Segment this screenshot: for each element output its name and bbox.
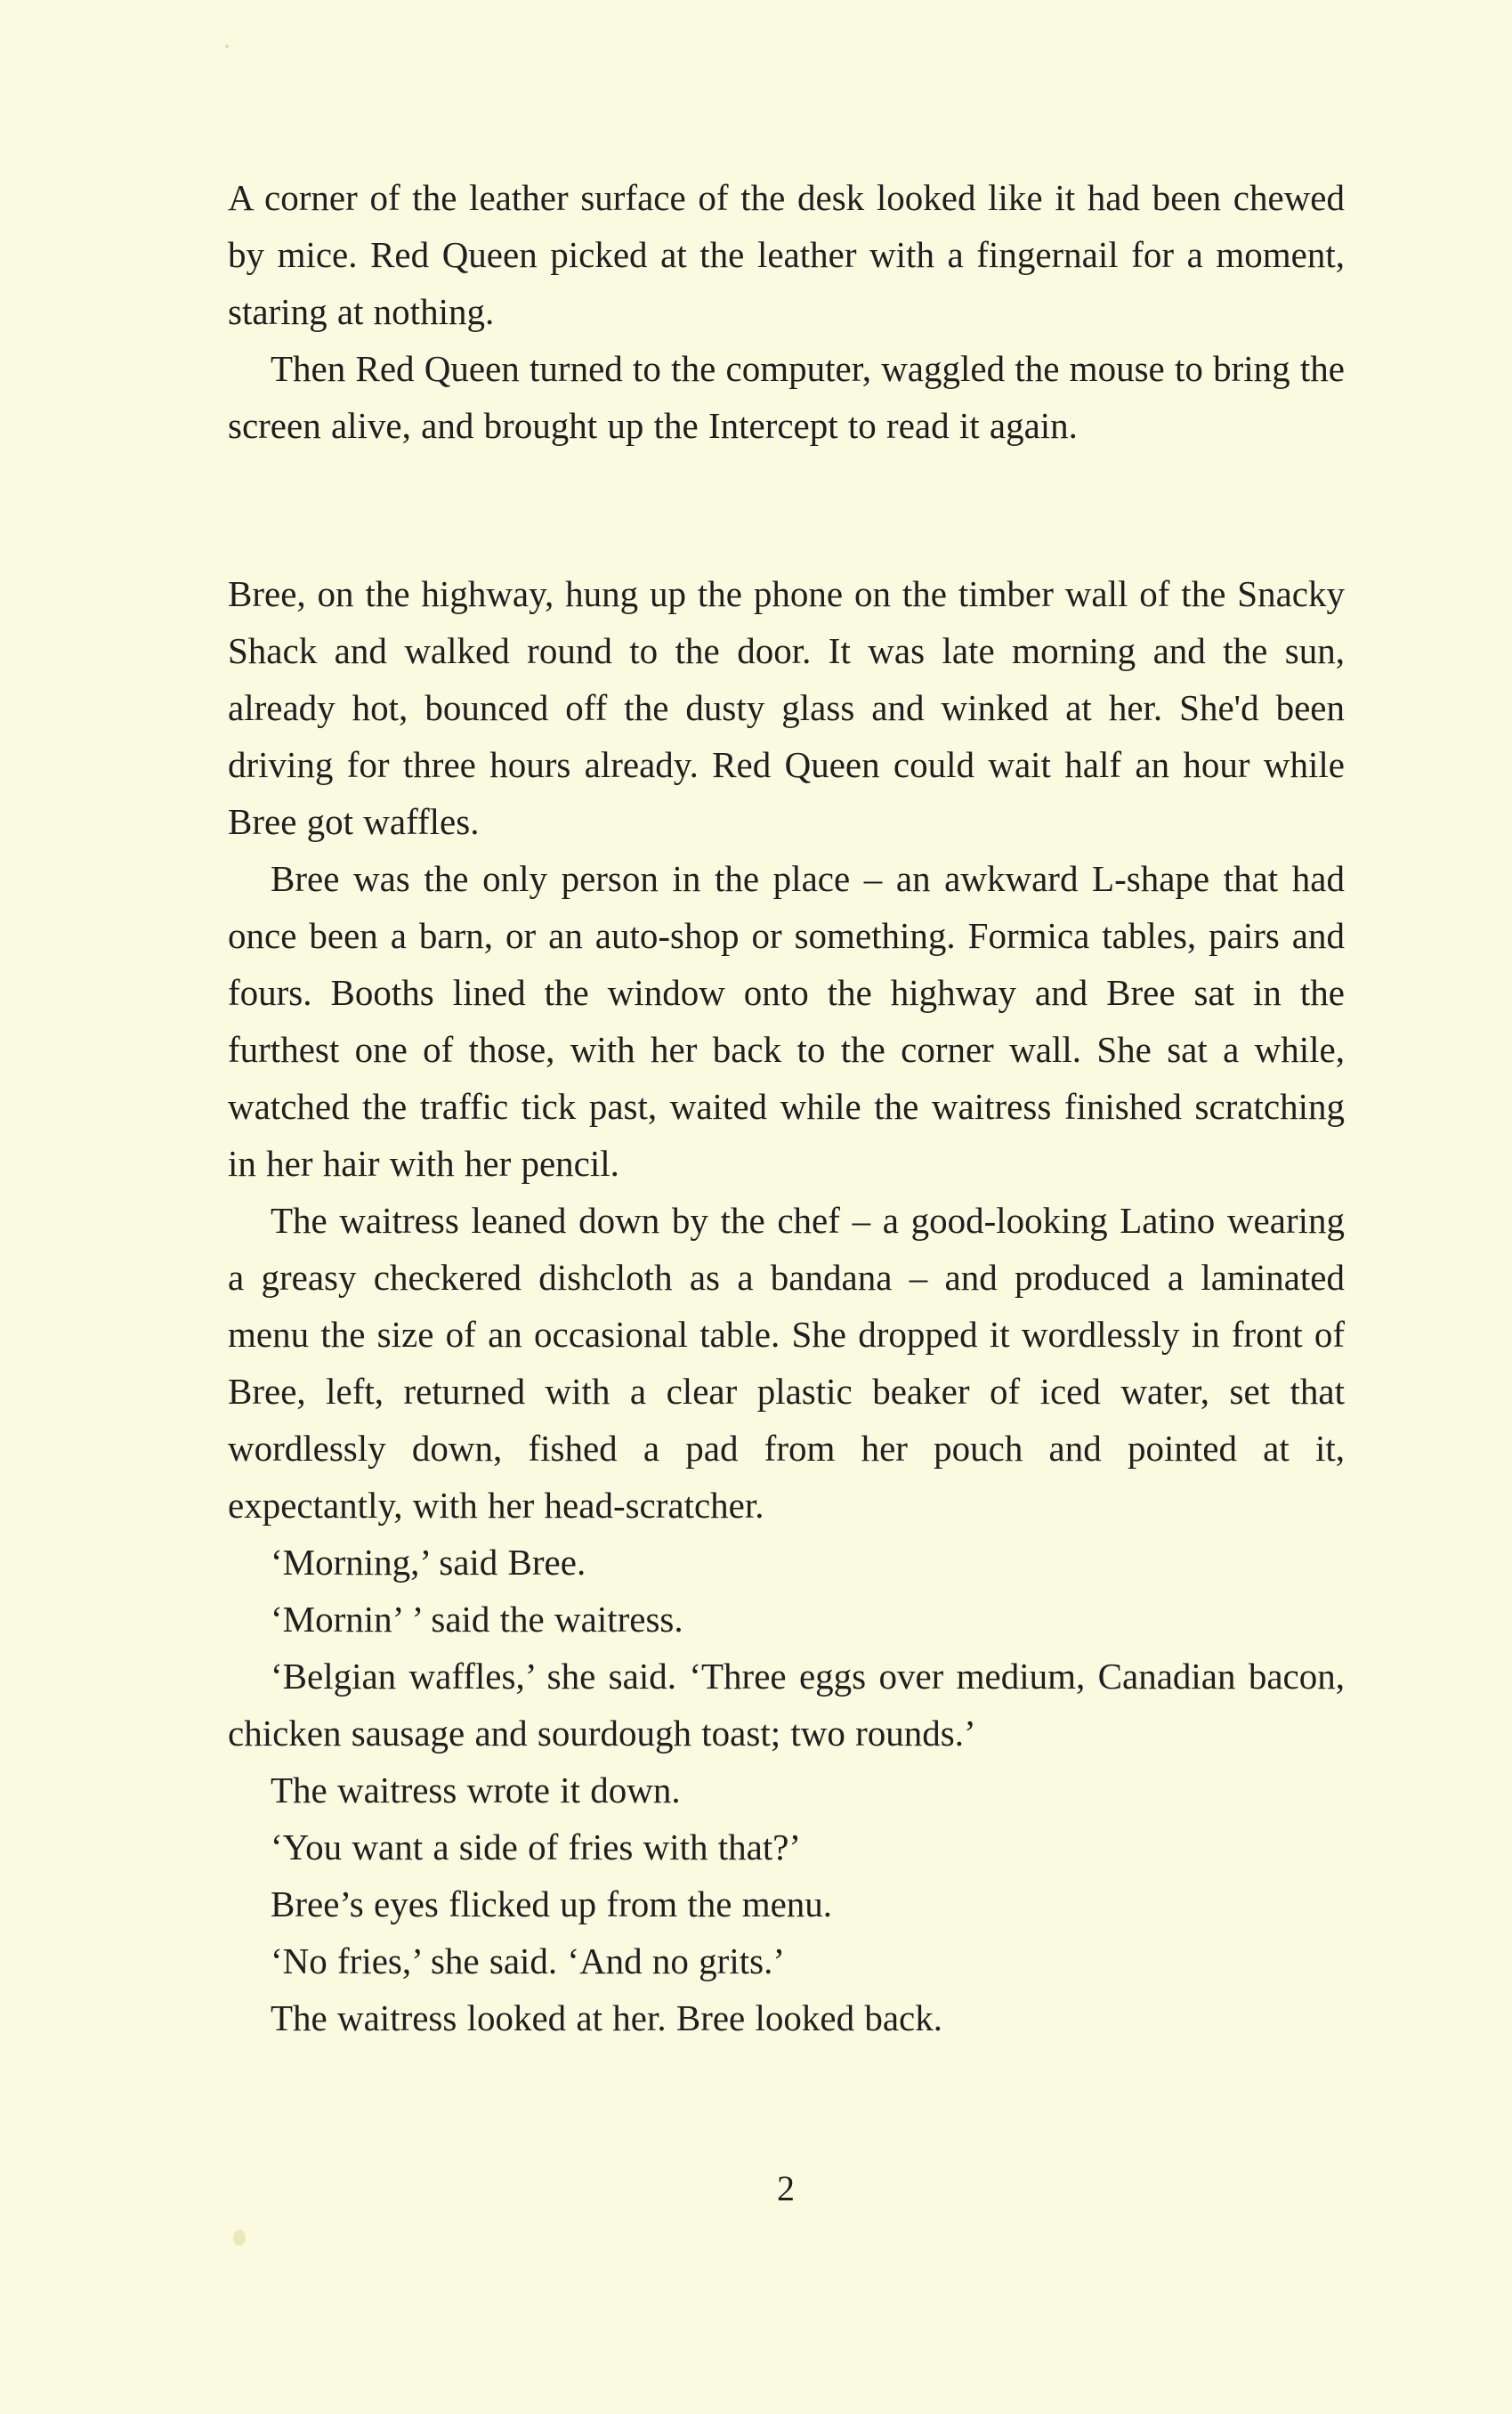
- paragraph: The waitress leaned down by the chef – a good-looking Latino wearing a greasy checkered dishcloth as a bandana – and produced a laminated menu the size of an occasional table. She dropped it wordlessly in front of Bree, left, returned with a clear plastic beaker of iced water, set that wordlessly down, fished a pad from her pouch and pointed at it, expectantly, with her head-scratcher.: [228, 1200, 1345, 1526]
- text-section-1: [228, 169, 1345, 454]
- paragraph: Then Red Queen turned to the computer, waggled the mouse to bring the screen alive, and brought up the Intercept to read it again.: [228, 348, 1346, 446]
- paragraph: ‘Belgian waffles,’ she said. ‘Three eggs over medium, Canadian bacon, chicken sausage and sourdough toast; two rounds.’: [228, 1656, 1345, 1754]
- text-section-2: [228, 565, 1345, 2046]
- paragraph: Bree’s eyes flicked up from the menu.: [271, 1883, 833, 1924]
- paper-stain: [233, 2230, 246, 2246]
- paragraph: The waitress looked at her. Bree looked back.: [271, 1997, 942, 2038]
- paragraph: A corner of the leather surface of the desk looked like it had been chewed by mice. Red Queen picked at the leather with a fingernail for a moment, staring at nothing.: [228, 177, 1345, 332]
- page-number: 2: [777, 2168, 795, 2208]
- paragraph: ‘You want a side of fries with that?’: [271, 1827, 802, 1867]
- paper-speck: [225, 45, 229, 48]
- paragraph: The waitress wrote it down.: [271, 1770, 681, 1810]
- paragraph: ‘Mornin’ ’ said the waitress.: [271, 1599, 683, 1640]
- paragraph: ‘No fries,’ she said. ‘And no grits.’: [271, 1940, 785, 1981]
- paragraph: Bree was the only person in the place – an awkward L-shape that had once been a barn, or an auto-shop or something. Formica tables, pairs and fours. Booths lined the window onto the highway and Bree sat in the furthest one of those, with her back to the corner wall. She sat a while, watched the traffic tick past, waited while the waitress finished scratching in her hair with her pencil.: [228, 858, 1345, 1184]
- paragraph: Bree, on the highway, hung up the phone on the timber wall of the Snacky Shack and walked round to the door. It was late morning and the sun, already hot, bounced off the dusty glass and winked at her. She'd been driving for three hours already. Red Queen could wait half an hour while Bree got waffles.: [228, 573, 1345, 842]
- paragraph: ‘Morning,’ said Bree.: [271, 1542, 586, 1583]
